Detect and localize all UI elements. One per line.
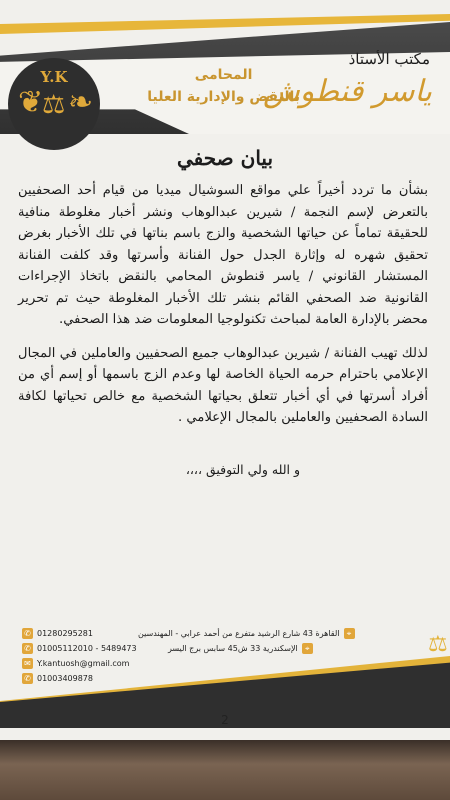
wooden-table-edge <box>0 740 450 800</box>
laurel-left-icon: ❦ <box>18 85 44 120</box>
phone-icon: ✆ <box>22 643 33 654</box>
lawyer-title-line1: المحامى <box>194 67 253 83</box>
logo-initials: Y.K <box>40 68 68 86</box>
office-name: ياسر قنطوش <box>263 74 432 109</box>
lawyer-title <box>147 64 300 108</box>
contact-phone-3: ✆ 01003409878 <box>22 673 93 684</box>
contact-phone-2: ✆ 01005112010 - 5489473 <box>22 643 137 654</box>
scales-of-justice-icon: ⚖ <box>42 90 66 120</box>
page-number: 2 <box>221 713 229 727</box>
letter-footer <box>0 608 450 728</box>
location-pin-icon: ⌖ <box>302 643 313 654</box>
phone-icon: ✆ <box>22 673 33 684</box>
document-title: بيان صحفي <box>176 146 274 170</box>
contact-email[interactable]: ✉ Y.kantuosh@gmail.com <box>22 658 129 669</box>
document-body <box>18 180 428 441</box>
contact-phone-1: ✆ 01280295281 <box>22 628 93 639</box>
office-label: مكتب الأستاذ <box>348 50 430 68</box>
paragraph-2: لذلك تهيب الفنانة / شيرين عبدالوهاب جميع الصحفيين والعاملين في المجال الإعلامي باحترام حرمه الحياة الخاصة لها وعدم الزج باسمها أو إسم أي من أفراد أسرتها في أي أخبار تتعلق بحياتها الشخصية مع خالص تحياتها لكافة السادة الصحفيين والعاملين بالمجال الإعلامي . <box>18 345 428 425</box>
contact-address-1: ⌖ القاهرة 43 شارع الرشيد متفرع من أحمد عرابي - المهندسين <box>138 628 355 639</box>
footer-logo-icon: ⚖ <box>428 632 448 657</box>
letterhead <box>0 22 450 134</box>
contact-address-2: ⌖ الإسكندرية 33 ش45 سابس برج اليسر <box>168 643 313 654</box>
phone-icon: ✆ <box>22 628 33 639</box>
laurel-right-icon: ❧ <box>68 85 94 120</box>
firm-logo <box>8 58 100 150</box>
closing-line: و الله ولي التوفيق ،،،، <box>185 462 300 477</box>
paragraph-1: بشأن ما تردد أخيراً علي مواقع السوشيال ميديا من قيام أحد الصحفيين بالتعرض لإسم النجمة / شيرين عبدالوهاب ونشر أخبار مغلوطة منافية للحقيقة تماماً عن حياتها الشخصية والزج باسم بناتها في تلك الأخبار بغرض تحقيق شهره له وإثارة الجدل حول الفنانة وأسرتها وقد كلفت الفنانة المستشار القانوني / ياسر قنطوش المحامي بالنقض باتخاذ الإجراءات القانونية ضد الصحفي القائم بنشر تلك الأخبار المغلوطة حيث تم تحرير محضر بالإدارة العامة لمباحث تكنولوجيا المعلومات ضد هذا الصحفي. <box>18 183 428 327</box>
email-icon: ✉ <box>22 658 33 669</box>
location-pin-icon: ⌖ <box>344 628 355 639</box>
lawyer-title-line2: بالنقض والإدارية العليا <box>147 89 300 105</box>
